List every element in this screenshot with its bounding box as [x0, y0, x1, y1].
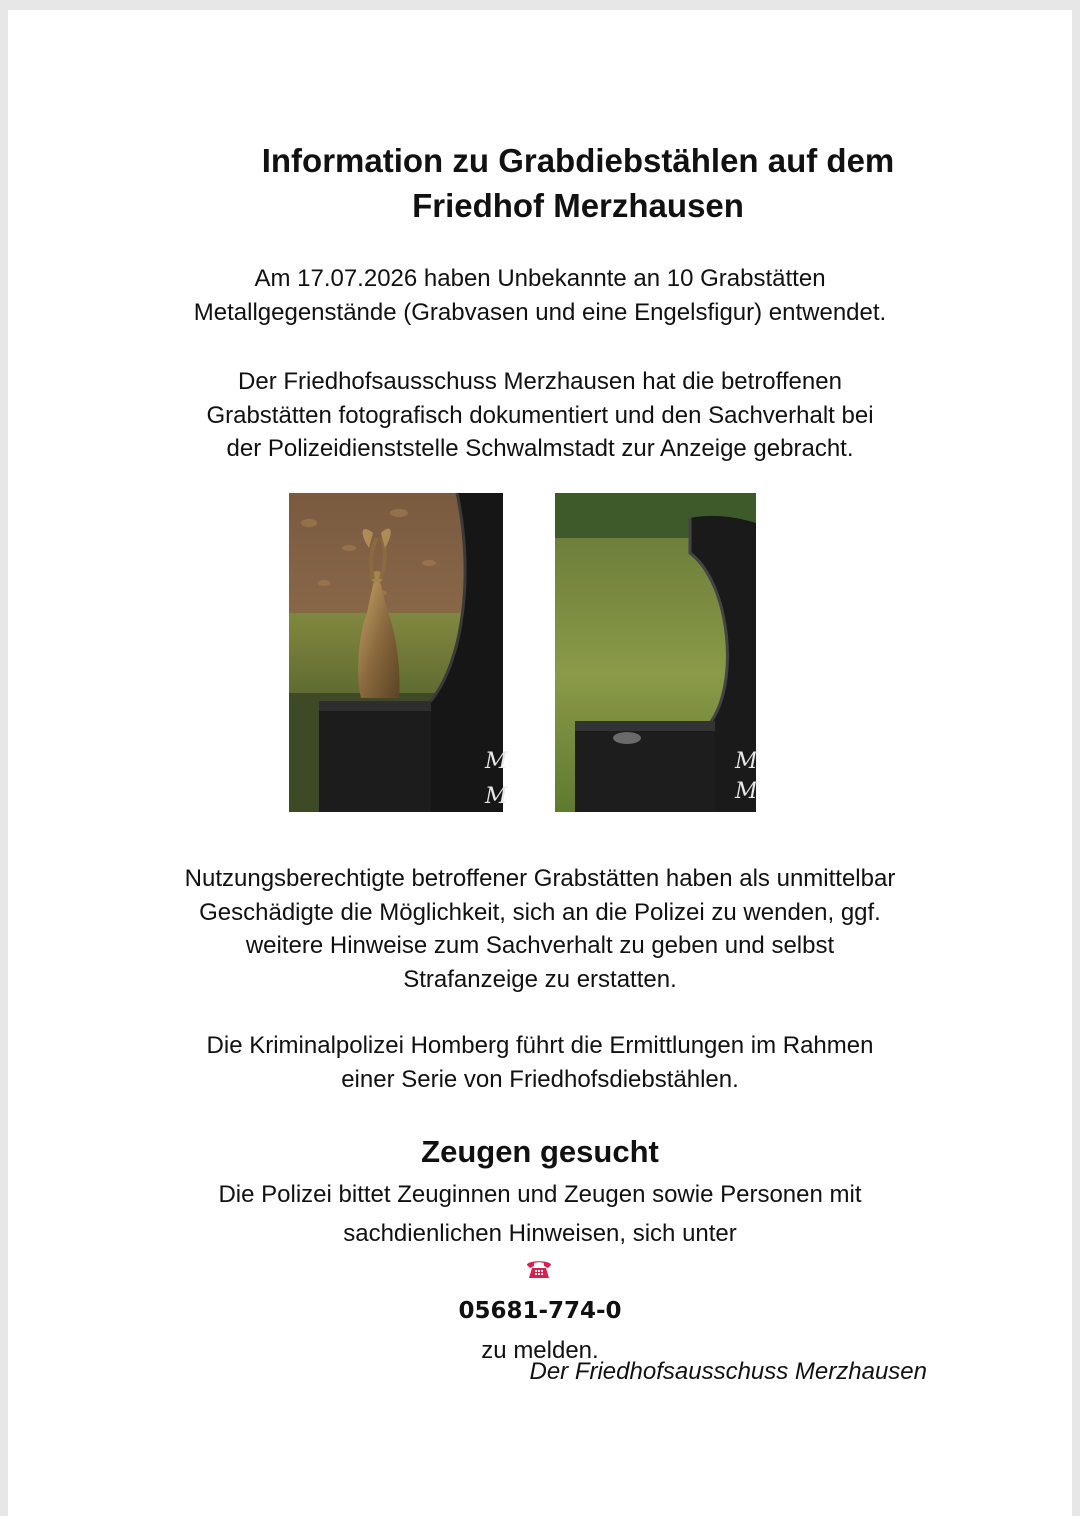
notice-title [148, 138, 1008, 228]
notice-page [8, 10, 1072, 1516]
text-line: Nutzungsberechtigte betroffener Grabstätten haben als unmittelbar [184, 865, 896, 892]
text-line: Grabstätten fotografisch dokumentiert und den Sachverhalt bei [206, 401, 874, 429]
svg-text:M: M [735, 779, 758, 804]
paragraph-contact [68, 1175, 1012, 1370]
text-line: Der Friedhofsausschuss Merzhausen hat die betroffenen [238, 368, 842, 395]
svg-text:M: M [735, 749, 758, 774]
paragraph-rights [68, 862, 1012, 996]
text-line: weitere Hinweise zum Sachverhalt zu geben und selbst [245, 932, 835, 959]
text-line [68, 1214, 1012, 1370]
telephone-icon [70, 1253, 1008, 1292]
text-line: Die Polizei bittet Zeuginnen und Zeugen sowie Personen mit [218, 1181, 862, 1208]
text-line: Am 17.07.2026 haben Unbekannte an 10 Grabstätten [254, 265, 826, 292]
paragraph-documentation [68, 365, 1012, 466]
svg-text:M: M [485, 749, 508, 774]
title-line: Information zu Grabdiebstählen auf dem [261, 142, 895, 179]
text-fragment: sachdienlichen Hinweisen, sich unter [343, 1220, 737, 1247]
paragraph-incident [68, 262, 1012, 329]
text-fragment: zu melden. [481, 1337, 599, 1364]
phone-number[interactable]: 05681-774-0 [458, 1298, 622, 1324]
signature: Der Friedhofsausschuss Merzhausen [529, 1358, 927, 1385]
photo-grave-after-theft [555, 493, 756, 812]
text-line: Strafanzeige zu erstatten. [403, 965, 677, 993]
title-line: Friedhof Merzhausen [412, 187, 744, 224]
text-line: einer Serie von Friedhofsdiebstählen. [341, 1065, 739, 1093]
svg-text:M: M [485, 784, 508, 809]
text-line: Die Kriminalpolizei Homberg führt die Ermittlungen im Rahmen [206, 1032, 874, 1059]
paragraph-investigation [68, 1029, 1012, 1096]
text-line: Metallgegenstände (Grabvasen und eine Engelsfigur) entwendet. [193, 298, 887, 326]
text-line: der Polizeidienststelle Schwalmstadt zur Anzeige gebracht. [226, 435, 854, 462]
photo-grave-with-angel [289, 493, 508, 812]
witnesses-heading: Zeugen gesucht [421, 1134, 659, 1169]
text-line: Geschädigte die Möglichkeit, sich an die Polizei zu wenden, ggf. [199, 898, 881, 926]
